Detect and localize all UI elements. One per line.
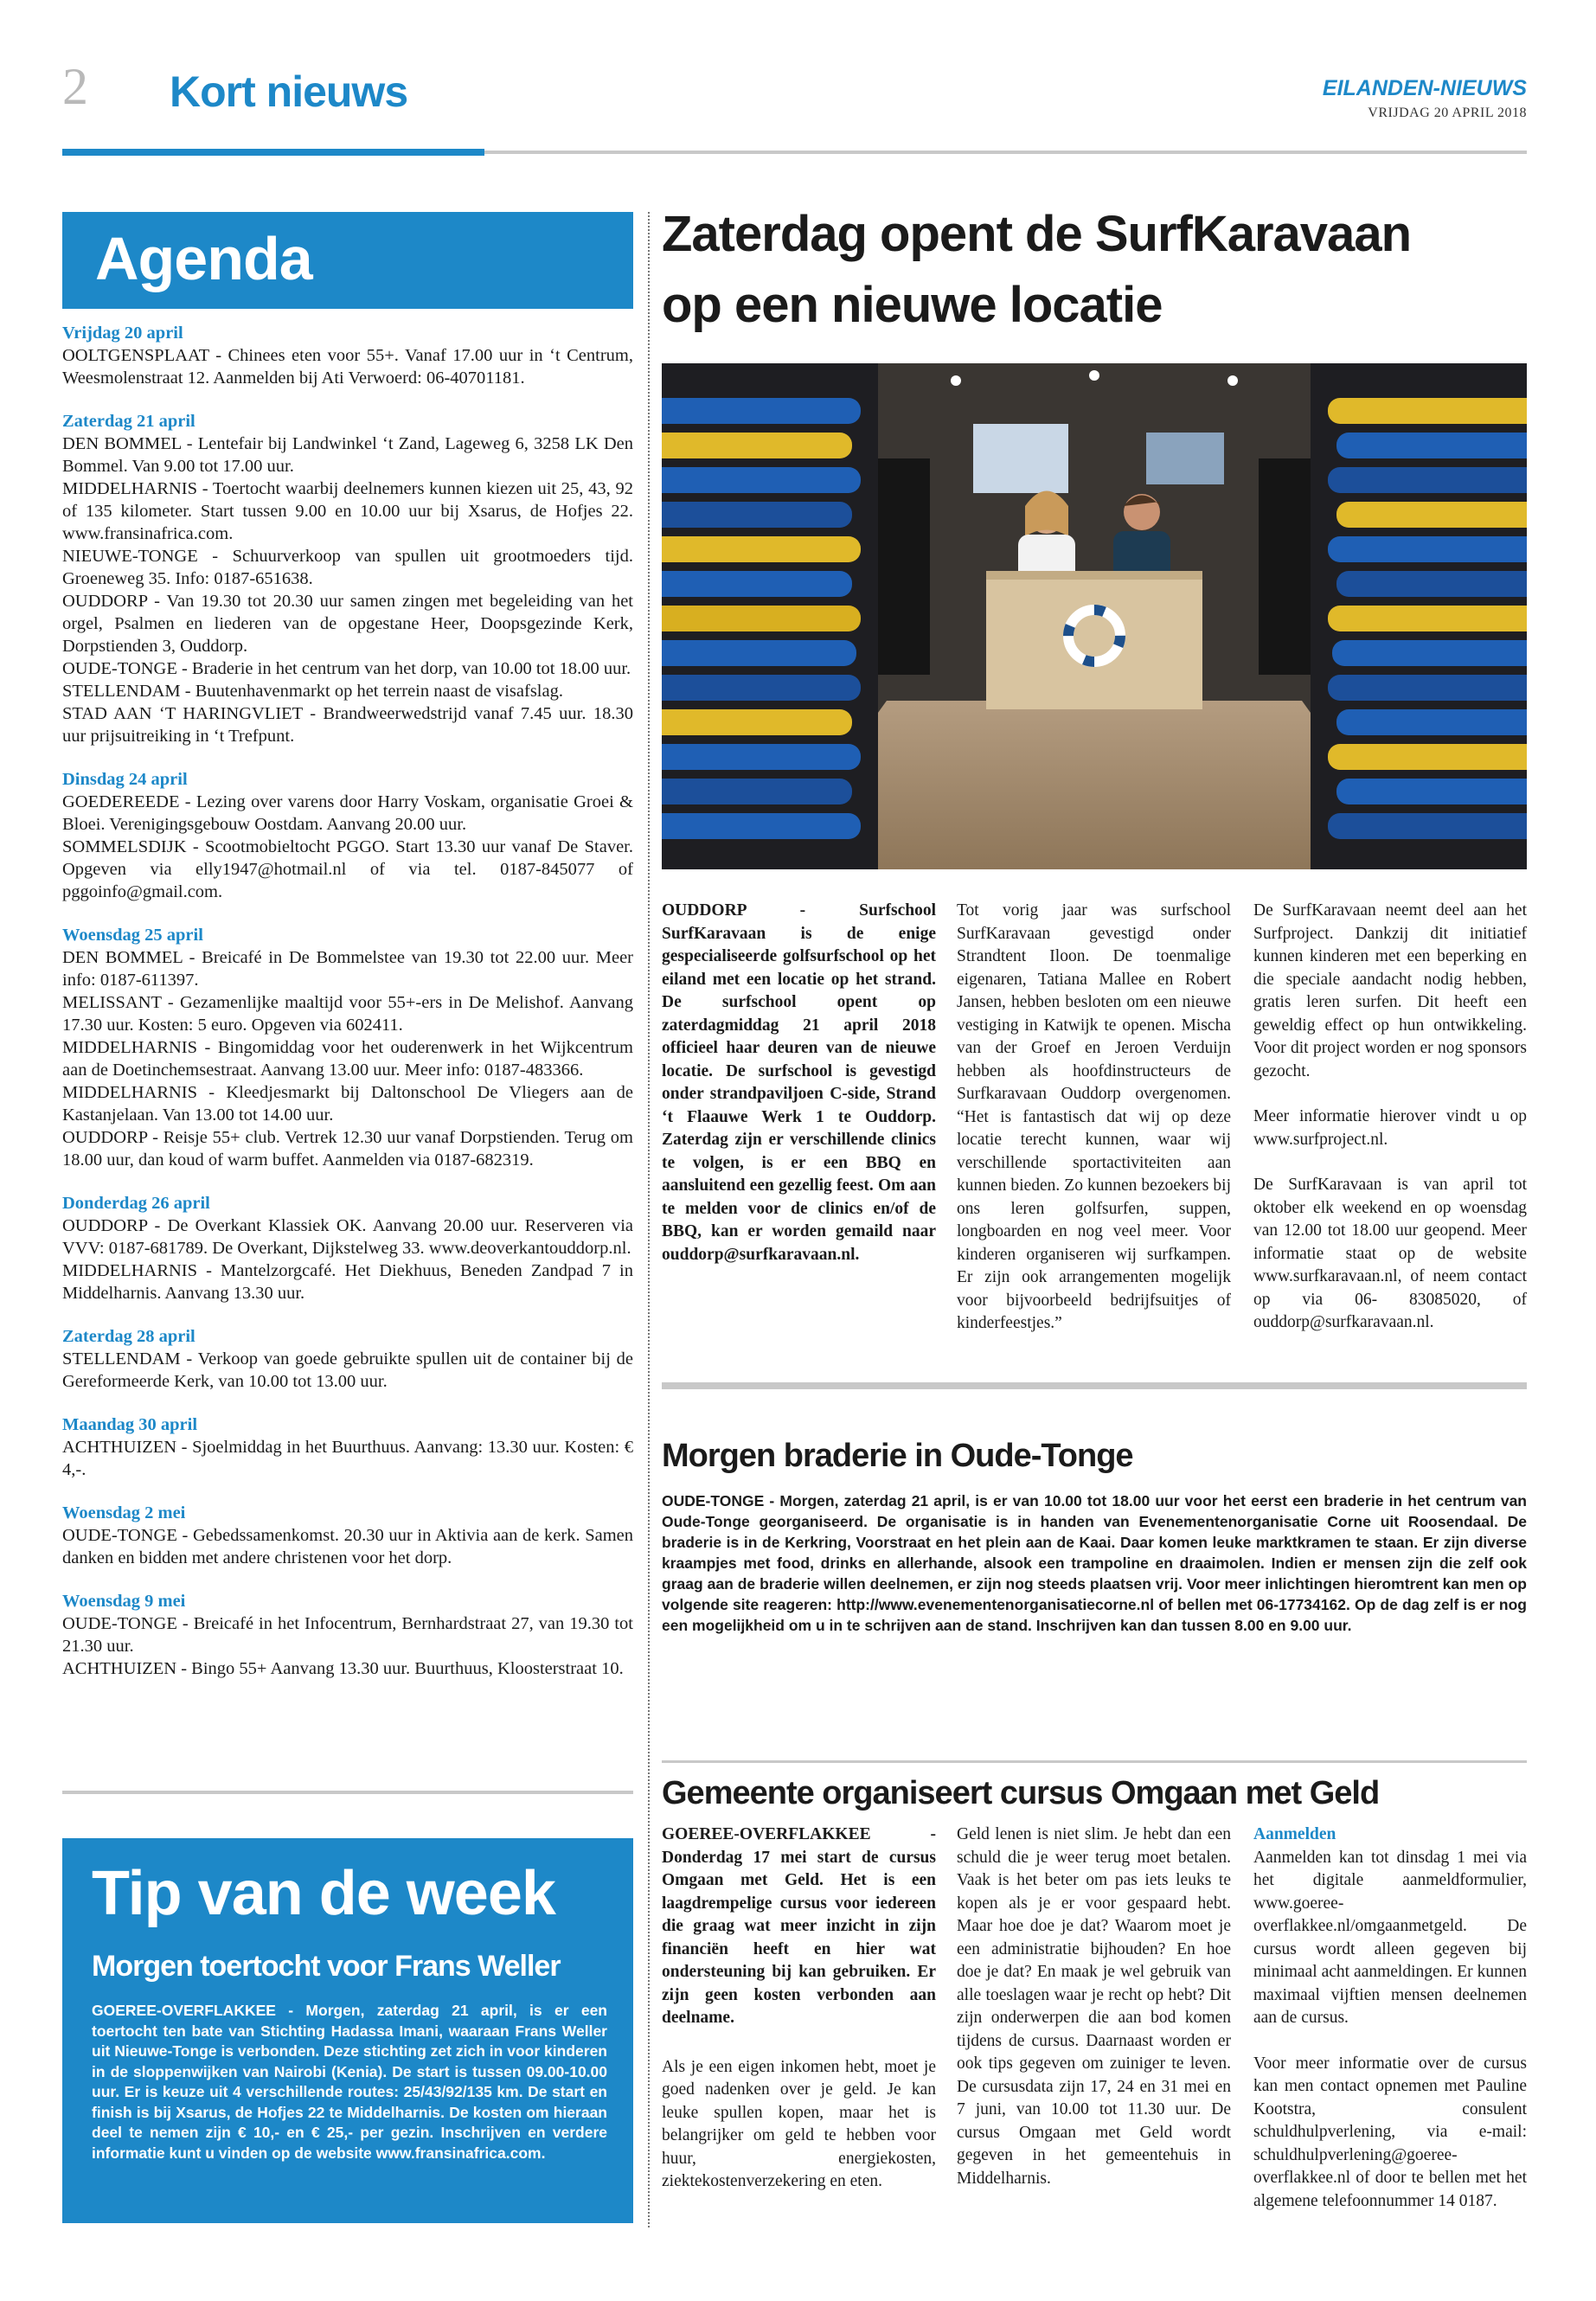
agenda-list: [62, 322, 633, 1680]
surf-headline: [662, 199, 1527, 341]
surf-col2: Tot vorig jaar was surfschool SurfKaravaan gevestigd onder Strandtent Iloon. De toenmalige eigenaren, Tatiana Mallee en Robert Jansen, hebben besloten om een nieuwe vestiging in Katwijk te openen. Mischa van der Groef en Jeroen Verduijn hebben als hoofdinstructeurs de Surfkaravaan Ouddorp overgenomen. “Het is fantastisch dat wij op deze locatie terecht kunnen, waar wij verschillende sportactiviteiten aan kunnen bieden. Zo kunnen bezoekers bij ons leren golfsurfen, suppen, longboarden en nog veel meer. Voor kinderen organiseren wij surfkampen. Er zijn ook arrangementen mogelijk voor bijvoorbeeld bedrijfsuitjes of kinderfeestjes.”: [957, 901, 1231, 1332]
agenda-day: [62, 1590, 633, 1680]
agenda-entry: OUDE-TONGE - Gebedssamenkomst. 20.30 uur in Aktivia aan de kerk. Samen danken en bidden met andere christenen voor het dorp.: [62, 1526, 633, 1567]
agenda-entry: ACHTHUIZEN - Sjoelmiddag in het Buurthuus. Aanvang: 13.30 uur. Kosten: € 4,-.: [62, 1438, 633, 1479]
reception-counter: [986, 571, 1202, 709]
cursus-col1-para: Als je een eigen inkomen hebt, moet je goed nadenken over je geld. Je kan leuke spullen kopen, maar het is belangrijker om geld te hebben voor huur, energiekosten, ziektekostenverzekering en eten.: [662, 2057, 936, 2190]
surf-lead: OUDDORP - Surfschool SurfKaravaan is de enige gespecialiseerde golfsurfschool op het eiland met een locatie op het strand. De surfschool opent op zaterdagmiddag 21 april 2018 officieel haar deuren van de nieuwe locatie. De surfschool is gevestigd onder strandpaviljoen C-side, Strand ‘t Flaauwe Werk 1 te Ouddorp. Zaterdag zijn er verschillende clinics te volgen, is er een BBQ en aansluitend een gezellig feest. Om aan te melden voor de clinics en/of de BBQ, kan er worden gemaild naar ouddorp@surfkaravaan.nl.: [662, 901, 936, 1264]
agenda-day: [62, 924, 633, 1171]
agenda-entry: OUDDORP - Van 19.30 tot 20.30 uur samen zingen met begeleiding van het orgel, Psalmen en liederen van de opgestane Heer, Doopsgezinde Kerk, Dorpstienden 3, Ouddorp.: [62, 592, 633, 656]
cursus-lead: GOEREE-OVERFLAKKEE - Donderdag 17 mei start de cursus Omgaan met Geld. Het is een laagdrempelige cursus voor iedereen die graag wat meer inzicht in zijn financiën heeft en hier wat ondersteuning bij kan gebruiken. Er zijn geen kosten verbonden aan deelname.: [662, 1825, 936, 2027]
agenda-title: Agenda: [95, 225, 312, 292]
agenda-entry: STELLENDAM - Verkoop van goede gebruikte spullen uit de container bij de Gereformeerde Kerk, van 10.00 tot 13.00 uur.: [62, 1349, 633, 1391]
agenda-day-date: Woensdag 9 mei: [62, 1592, 186, 1611]
agenda-day: [62, 1192, 633, 1304]
agenda-day: [62, 1502, 633, 1569]
agenda-day-date: Zaterdag 28 april: [62, 1327, 195, 1346]
agenda-day: [62, 1413, 633, 1481]
header-rule-accent: [62, 149, 484, 156]
agenda-entry: STAD AAN ‘T HARINGVLIET - Brandweerwedstrijd vanaf 7.45 uur. 18.30 uur prijsuitreiking in ‘t Trefpunt.: [62, 704, 633, 746]
agenda-entry: GOEDEREEDE - Lezing over varens door Harry Voskam, organisatie Groei & Bloei. Verenigingsgebouw Oostdam. Aanvang 20.00 uur.: [62, 792, 633, 834]
surfboard-rack-left: [662, 363, 878, 869]
agenda-entry: MELISSANT - Gezamenlijke maaltijd voor 55+-ers in De Melishof. Aanvang 17.30 uur. Kosten: 5 euro. Opgeven via 602411.: [62, 993, 633, 1035]
page-number: 2: [62, 58, 88, 115]
agenda-day-date: Woensdag 2 mei: [62, 1503, 186, 1522]
cursus-headline: Gemeente organiseert cursus Omgaan met Geld: [662, 1775, 1380, 1811]
cursus-col3-para1: Aanmelden kan tot dinsdag 1 mei via het digitale aanmeldformulier, www.goeree-overflakkee.nl/omgaanmetgeld. De cursus wordt alleen gegeven bij minimaal acht aanmeldingen. Er kunnen maximaal vijftien mensen deelnemen aan de cursus.: [1253, 1848, 1527, 2027]
agenda-entry: NIEUWE-TONGE - Schuurverkoop van spullen uit grootmoeders tijd. Groeneweg 35. Info: 0187-651638.: [62, 547, 633, 588]
column-separator: [648, 212, 650, 2227]
agenda-day: [62, 768, 633, 903]
agenda-day-date: Dinsdag 24 april: [62, 770, 188, 789]
agenda-entry: ACHTHUIZEN - Bingo 55+ Aanvang 13.30 uur. Buurthuus, Kloosterstraat 10.: [62, 1659, 624, 1678]
cursus-col3-para2: Voor meer informatie over de cursus kan men contact opnemen met Pauline Kootstra, consulent schuldhulpverlening, via e-mail: schuldhulpverlening@goeree-overflakkee.nl of door te bellen met het algemene telefoonnummer 14 0187.: [1253, 2054, 1527, 2210]
surf-headline-line2: op een nieuwe locatie: [662, 277, 1163, 333]
braderie-body: OUDE-TONGE - Morgen, zaterdag 21 april, is er van 10.00 tot 18.00 uur voor het eerst een braderie in het centrum van Oude-Tonge georganiseerd. De organisatie is in handen van Evenementenorganisatie Corne uit Roosendaal. De braderie is in de Kerkring, Voorstraat en het plein aan de Kaai. Daar komen leuke marktkramen te staan. Er zijn diverse kraampjes met food, drinks en allerhande, alsook een trampoline en draaimolen. Indien er mensen zijn die zelf ook graag aan de braderie willen deelnemen, er zijn nog steeds plaatsen vrij. Voor meer inlichtingen hieromtrent kan men op volgende site reageren: http://www.evenementenorganisatiecorne.nl of bellen met 06-17734162. Op de dag zelf is er nog een mogelijkheid om u in te schrijven aan de stand. Inschrijven kan dan tussen 8.00 en 9.00 uur.: [662, 1492, 1527, 1634]
tip-body: GOEREE-OVERFLAKKEE - Morgen, zaterdag 21 april, is er een toertocht ten bate van Stichting Hadassa Imani, waaraan Frans Weller uit Nieuwe-Tonge is verbonden. Deze stichting zet zich in voor kinderen in de sloppenwijken van Nairobi (Kenia). De start is tussen 09.00-10.00 uur. Er is keuze uit 4 verschillende routes: 25/43/92/135 km. De start en finish is bij Xsarus, de Hofjes 22 te Middelharnis. De kosten om hieraan deel te nemen zijn € 10,- en € 25,- per gezin. Inschrijven en verdere informatie kunt u vinden op de website www.fransinafrica.com.: [92, 2002, 607, 2162]
agenda-day-date: Vrijdag 20 april: [62, 324, 183, 343]
braderie-bottom-rule: [662, 1760, 1527, 1763]
brand-logo: EILANDEN-NIEUWS: [1322, 76, 1527, 100]
agenda-day: [62, 410, 633, 747]
braderie-headline: Morgen braderie in Oude-Tonge: [662, 1438, 1133, 1474]
surf-col3-para3: De SurfKaravaan is van april tot oktober elk weekend en op woensdag van 12.00 tot 18.00 uur geopend. Meer informatie staat op de website www.surfkaravaan.nl, of neem contact op via 06- 83085020, of ouddorp@surfkaravaan.nl.: [1253, 1176, 1527, 1331]
surf-headline-line1: Zaterdag opent de SurfKaravaan: [662, 206, 1411, 262]
cursus-col2: Geld lenen is niet slim. Je hebt dan een schuld die je weer terug moet betalen. Vaak is het beter om pas iets leuks te kopen als je er voor gespaard hebt. Maar hoe doe je dat? Waarom moet je een administratie bijhouden? En hoe doe je dat? En maak je wel gebruik van alle toeslagen waar je recht op hebt? Dit zijn onderwerpen die aan bod komen tijdens de cursus. Daarnaast worden er ook tips gegeven om zuiniger te leven. De cursusdata zijn 17, 24 en 31 mei en 7 juni, van 10.00 tot 11.30 uur. De cursus Omgaan met Geld wordt gegeven in het gemeentehuis in Middelharnis.: [957, 1825, 1231, 2188]
surf-col3-para2: Meer informatie hierover vindt u op www.surfproject.nl.: [1253, 1107, 1527, 1149]
agenda-entry: OUDDORP - Reisje 55+ club. Vertrek 12.30 uur vanaf Dorpstienden. Terug om 18.00 uur, dan koud of warm buffet. Aanmelden via 0187-682319.: [62, 1128, 633, 1170]
agenda-entry: OUDE-TONGE - Breicafé in het Infocentrum, Bernhardstraat 27, van 19.30 tot 21.30 uur.: [62, 1614, 633, 1656]
agenda-entry: DEN BOMMEL - Breicafé in De Bommelstee van 19.30 tot 22.00 uur. Meer info: 0187-611397.: [62, 948, 633, 990]
surfboard-rack-right: [1311, 363, 1527, 869]
surf-col3: [1253, 900, 1527, 1335]
agenda-bottom-rule: [62, 1791, 633, 1794]
tip-subtitle: Morgen toertocht voor Frans Weller: [92, 1950, 561, 1983]
agenda-entry: OOLTGENSPLAAT - Chinees eten voor 55+. Vanaf 17.00 uur in ‘t Centrum, Weesmolenstraat 12. Aanmelden bij Ati Verwoerd: 06-40701181.: [62, 346, 633, 388]
edition-date: VRIJDAG 20 APRIL 2018: [1368, 106, 1527, 120]
surfshop-photo: [662, 363, 1527, 869]
cursus-col1: [662, 1823, 936, 2194]
agenda-entry: MIDDELHARNIS - Kleedjesmarkt bij Daltonschool De Vliegers aan de Kastanjelaan. Van 13.00 tot 14.00 uur.: [62, 1083, 633, 1125]
agenda-entry: MIDDELHARNIS - Toertocht waarbij deelnemers kunnen kiezen uit 25, 43, 92 of 135 kilometer. Start tussen 9.00 en 10.00 uur bij Xsarus, de Hofjes 22. www.fransinafrica.com.: [62, 479, 633, 543]
agenda-entry: SOMMELSDIJK - Scootmobieltocht PGGO. Start 13.30 uur vanaf De Staver. Opgeven via elly1947@hotmail.nl of via tel. 0187-845077 of pggoinfo@gmail.com.: [62, 837, 633, 901]
agenda-day-date: Maandag 30 april: [62, 1415, 198, 1434]
agenda-title-box: [62, 212, 633, 309]
surf-bottom-rule: [662, 1382, 1527, 1389]
surf-col3-para1: De SurfKaravaan neemt deel aan het Surfproject. Dankzij dit initiatief kunnen kinderen met een beperking en die speciale aandacht nodig hebben, gratis leren surfen. Dit heeft een geweldig effect op hun ontwikkeling. Voor dit project worden er nog sponsors gezocht.: [1253, 901, 1527, 1080]
agenda-entry: MIDDELHARNIS - Mantelzorgcafé. Het Diekhuus, Beneden Zandpad 7 in Middelharnis. Aanvang 13.30 uur.: [62, 1261, 633, 1303]
agenda-day: [62, 1325, 633, 1393]
agenda-entry: OUDDORP - De Overkant Klassiek OK. Aanvang 20.00 uur. Reserveren via VVV: 0187-681789. De Overkant, Dijkstelweg 33. www.deoverkantouddorp.nl.: [62, 1216, 633, 1258]
agenda-day-date: Woensdag 25 april: [62, 926, 203, 945]
agenda-entry: DEN BOMMEL - Lentefair bij Landwinkel ‘t Zand, Lageweg 6, 3258 LK Den Bommel. Van 9.00 tot 17.00 uur.: [62, 434, 633, 476]
agenda-day-date: Donderdag 26 april: [62, 1194, 210, 1213]
tip-title: Tip van de week: [92, 1859, 555, 1928]
tip-box: [62, 1838, 633, 2223]
header-rule: [484, 151, 1527, 154]
agenda-day: [62, 322, 633, 389]
section-title: Kort nieuws: [170, 67, 408, 116]
agenda-entry: STELLENDAM - Buutenhavenmarkt op het terrein naast de visafslag.: [62, 682, 563, 701]
agenda-day-date: Zaterdag 21 april: [62, 412, 195, 431]
agenda-entry: MIDDELHARNIS - Bingomiddag voor het ouderenwerk in het Wijkcentrum aan de Doetinchemsestraat. Aanvang 13.00 uur. Meer info: 0187-483366.: [62, 1038, 633, 1080]
cursus-col3: [1253, 1823, 1527, 2213]
agenda-entry: OUDE-TONGE - Braderie in het centrum van het dorp, van 10.00 tot 18.00 uur.: [62, 659, 631, 678]
poster: [973, 424, 1068, 493]
cursus-col3-heading: Aanmelden: [1253, 1825, 1336, 1843]
